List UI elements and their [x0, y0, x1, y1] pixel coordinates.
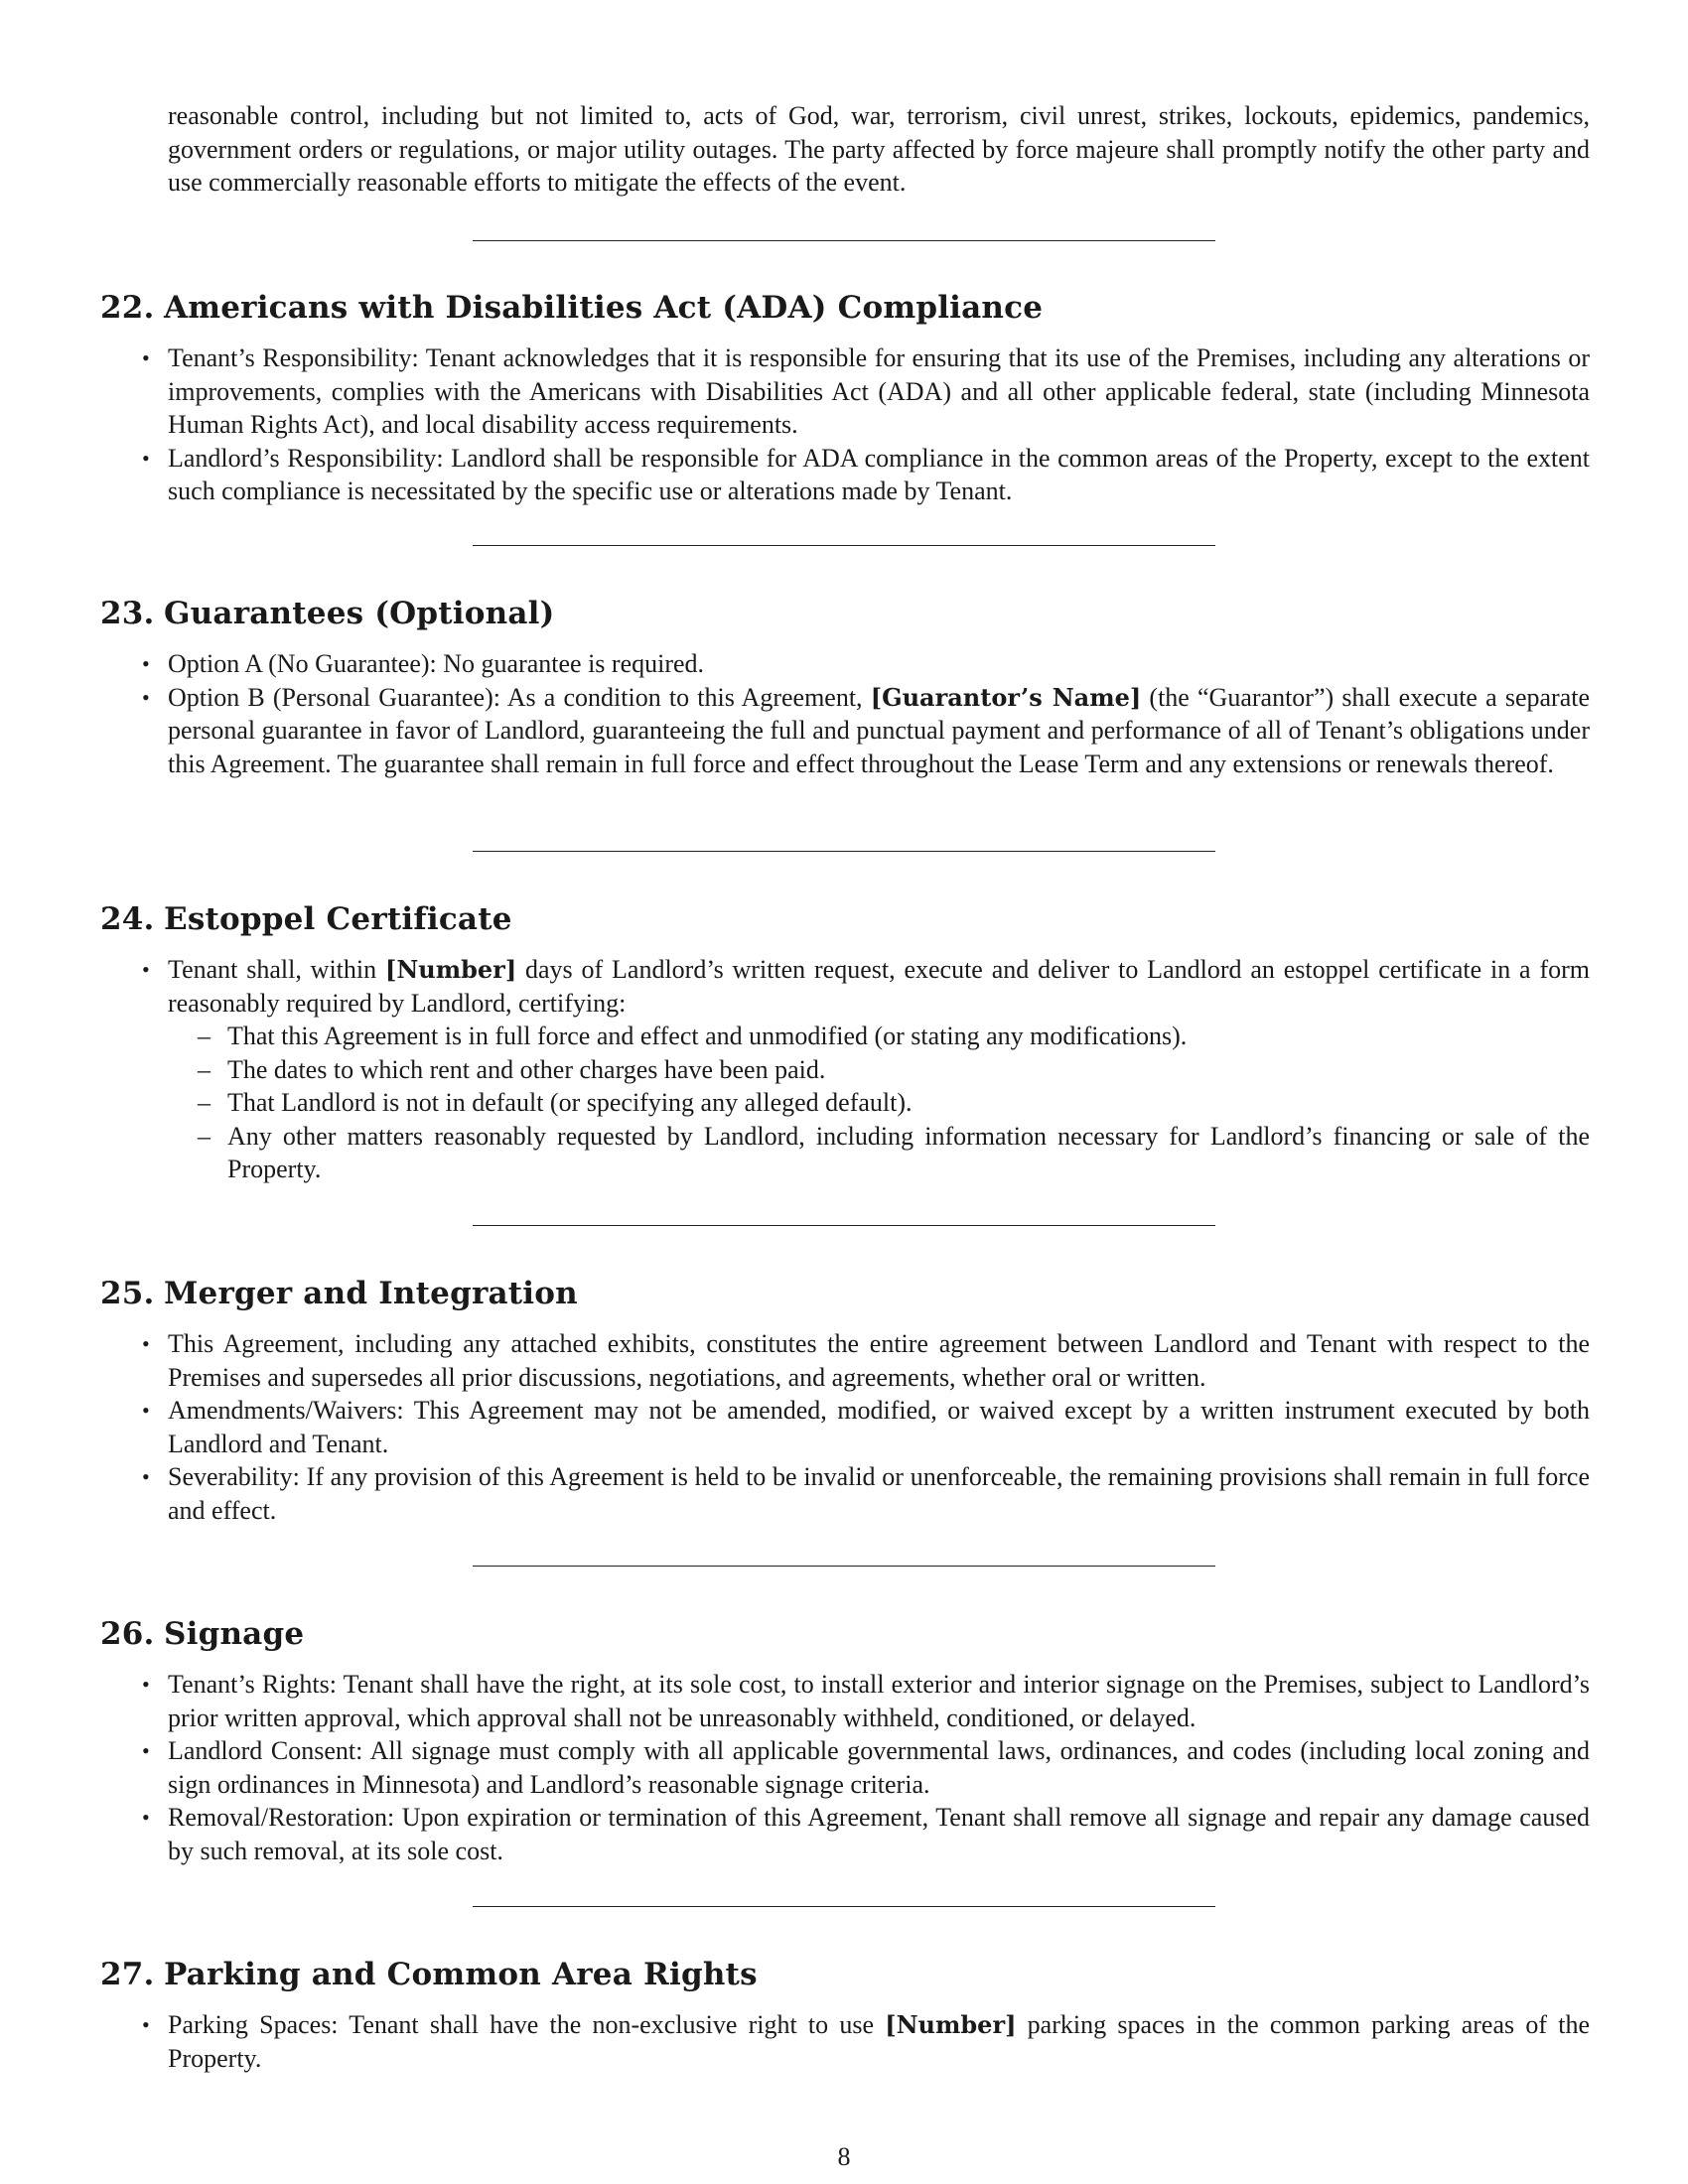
list-item: • Removal/Restoration: Upon expiration or termination of this Agreement, Tenant shall remove all signage and repair any damage caused by such removal, at its sole cost.: [142, 1803, 1590, 1865]
parking-number-placeholder: [Number]: [885, 2010, 1017, 2039]
dash-icon: –: [198, 1022, 211, 1050]
section-number: 25.: [100, 1276, 155, 1311]
bullet-icon: •: [142, 1738, 150, 1763]
list-item: • Parking Spaces: Tenant shall have the non-exclusive right to use [Number] parking spaces in the common parking areas of the Property.: [142, 2010, 1590, 2073]
section-list-merger: [142, 1327, 1590, 1527]
bullet-icon: •: [142, 1672, 150, 1697]
section-heading-ada: [100, 288, 1043, 328]
guarantor-name-placeholder: [Guarantor’s Name]: [870, 682, 1142, 712]
section-divider: [473, 1566, 1215, 1567]
section-list-ada: [142, 341, 1590, 508]
list-item: • Tenant’s Responsibility: Tenant acknowledges that it is responsible for ensuring that its use of the Premises, including any alterations or improvements, complies with the Americans with Disabilities Act (ADA) and all other applicable federal, state (including Minnesota Human Rights Act), and local disability access requirements.: [142, 343, 1590, 439]
bullet-icon: •: [142, 445, 150, 471]
sub-list-item: – Any other matters reasonably requested by Landlord, including information necessary for Landlord’s financing or sale of the Property.: [198, 1121, 1590, 1183]
section-number: 22.: [100, 290, 155, 326]
section-divider: [473, 851, 1215, 852]
estoppel-sublist: [168, 1020, 1590, 1186]
bullet-icon: •: [142, 345, 150, 370]
bullet-icon: •: [142, 1464, 150, 1489]
section-title: Guarantees (Optional): [164, 596, 555, 631]
bullet-icon: •: [142, 1398, 150, 1423]
section-title: Merger and Integration: [164, 1276, 578, 1311]
list-item: • Landlord Consent: All signage must comply with all applicable governmental laws, ordinances, and codes (including local zoning and sign ordinances in Minnesota) and Landlord’s reasonable signage criteria.: [142, 1736, 1590, 1799]
bullet-icon: •: [142, 684, 150, 710]
sub-list-item: – The dates to which rent and other charges have been paid.: [227, 1053, 1590, 1087]
list-item: • Option A (No Guarantee): No guarantee is required.: [168, 647, 1590, 681]
list-item: • This Agreement, including any attached exhibits, constitutes the entire agreement between Landlord and Tenant with respect to the Premises and supersedes all prior discussions, negotiations, and agreements, whether oral or written.: [142, 1329, 1590, 1392]
section-heading-parking: [100, 1955, 758, 1994]
bullet-icon: •: [142, 1331, 150, 1356]
section-title: Americans with Disabilities Act (ADA) Compliance: [164, 290, 1044, 326]
section-title: Signage: [164, 1616, 305, 1652]
section-divider: [473, 240, 1215, 241]
section-list-parking: [142, 2008, 1590, 2075]
force-majeure-continuation: reasonable control, including but not limited to, acts of God, war, terrorism, civil unrest, strikes, lockouts, epidemics, pandemics, government orders or regulations, or major utility outages. The party affected by force majeure shall promptly notify the other party and use commercially reasonable efforts to mitigate the effects of the event.: [168, 101, 1590, 197]
section-number: 23.: [100, 596, 155, 631]
list-item: • Tenant shall, within [Number] days of Landlord’s written request, execute and deliver to Landlord an estoppel certificate in a form reasonably required by Landlord, certifying: – That this Agreement is in full force and effect and unmodified (or stating any modifications). – The dates to which rent and other charges have been paid. – That Landlord is not in default (or specifying any alleged default). – Any other matters reasonably requested by Landlord, including information necessary for Landlord’s financing or sale of the Property.: [168, 953, 1590, 1186]
bullet-icon: •: [142, 651, 150, 676]
dash-icon: –: [198, 1088, 211, 1117]
dash-icon: –: [198, 1121, 211, 1151]
section-divider: [473, 545, 1215, 546]
bullet-icon: •: [142, 957, 150, 982]
section-list-signage: [142, 1668, 1590, 1867]
list-item: • Tenant’s Rights: Tenant shall have the right, at its sole cost, to install exterior and interior signage on the Premises, subject to Landlord’s prior written approval, which approval shall not be unreasonably withheld, conditioned, or delayed.: [142, 1670, 1590, 1732]
sub-list-item: – That Landlord is not in default (or specifying any alleged default).: [227, 1086, 1590, 1120]
section-title: Parking and Common Area Rights: [164, 1957, 758, 1992]
sub-list-item: – That this Agreement is in full force and effect and unmodified (or stating any modifications).: [227, 1020, 1590, 1053]
section-number: 26.: [100, 1616, 155, 1652]
list-item: • Option B (Personal Guarantee): As a condition to this Agreement, [Guarantor’s Name] (the “Guarantor”) shall execute a separate personal guarantee in favor of Landlord, guaranteeing the full and punctual payment and performance of all of Tenant’s obligations under this Agreement. The guarantee shall remain in full force and effect throughout the Lease Term and any extensions or renewals thereof.: [142, 682, 1591, 778]
bullet-icon: •: [142, 2012, 150, 2037]
days-number-placeholder: [Number]: [384, 955, 517, 984]
section-heading-signage: [100, 1614, 304, 1654]
section-title: Estoppel Certificate: [164, 901, 512, 937]
section-heading-guarantees: [100, 594, 554, 633]
bullet-icon: •: [142, 1805, 150, 1830]
section-number: 27.: [100, 1957, 155, 1992]
section-divider: [473, 1906, 1215, 1907]
list-item: • Amendments/Waivers: This Agreement may not be amended, modified, or waived except by a written instrument executed by both Landlord and Tenant.: [142, 1396, 1590, 1458]
page-number: 8: [837, 2142, 851, 2171]
section-heading-merger: [100, 1274, 578, 1313]
section-number: 24.: [100, 901, 155, 937]
section-list-estoppel: [142, 953, 1590, 1186]
dash-icon: –: [198, 1054, 211, 1084]
list-item: • Landlord’s Responsibility: Landlord shall be responsible for ADA compliance in the common areas of the Property, except to the extent such compliance is necessitated by the specific use or alterations made by Tenant.: [142, 443, 1590, 505]
section-divider: [473, 1225, 1215, 1226]
list-item: • Severability: If any provision of this Agreement is held to be invalid or unenforceable, the remaining provisions shall remain in full force and effect.: [142, 1462, 1590, 1525]
section-list-guarantees: [142, 647, 1591, 780]
section-heading-estoppel: [100, 899, 512, 939]
